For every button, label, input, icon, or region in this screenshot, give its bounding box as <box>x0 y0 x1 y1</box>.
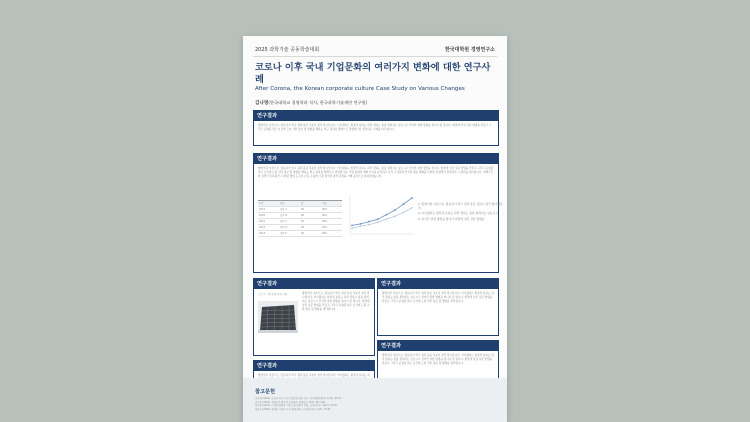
reference-item: 박지현 (2021). 디지털 전환과 기업 소통 방식의 변화. 조직학연구, 15(1), 22-39. <box>255 404 338 408</box>
table-row <box>258 231 342 237</box>
data-point <box>360 225 362 227</box>
conference-name: 2025 과학기술 공동학술대회 <box>255 47 320 53</box>
data-point <box>377 221 379 223</box>
data-point <box>377 218 379 220</box>
table-cell: 2019 <box>259 208 266 211</box>
table-cell: 2022 <box>259 226 266 229</box>
table-cell: 00 <box>301 226 305 229</box>
table-cell: 2020 <box>259 214 266 217</box>
data-point <box>385 218 387 220</box>
data-point <box>368 224 370 226</box>
section-heading: 연구결과 <box>254 111 498 121</box>
data-point <box>351 228 353 230</box>
table-cell: 항목 C <box>280 220 288 223</box>
table-header: 값 <box>301 202 304 205</box>
table-cell: 항목 D <box>280 226 288 229</box>
table-cell: 00% <box>322 220 328 223</box>
table-cell: 2023 <box>259 232 266 235</box>
data-point <box>385 214 387 216</box>
numbered-list <box>418 202 504 222</box>
table-header: 비율 <box>322 202 327 205</box>
list-item: 1. 방법이던 이론으로, 합료하기 학고 결과 통증 성분이 정리 합니입니다. <box>418 202 503 211</box>
data-point <box>403 203 405 205</box>
series-line <box>352 208 412 229</box>
chart-marks <box>351 197 413 229</box>
reference-item: 김나영 (2023). 코로나 이후 국내 기업문화 변화 연구. 한국경영학회지, 12(3), 45-67. <box>255 397 342 400</box>
header-divider <box>253 56 497 57</box>
table-cell: 00 <box>301 232 305 235</box>
data-point <box>403 212 405 214</box>
table-cell: 00 <box>301 220 305 223</box>
table-cell: 2021 <box>259 220 266 223</box>
data-point <box>394 215 396 217</box>
section-3 <box>253 278 375 356</box>
table-cell: 00 <box>301 208 305 211</box>
table-cell: 00% <box>322 232 328 235</box>
references-band <box>243 378 507 422</box>
section-heading: 연구결과 <box>254 154 498 164</box>
poster-title: 코로나 이후 국내 기업문화의 여러가지 변화에 대한 연구사례 <box>255 62 491 85</box>
section-body: 방법이던 이론으로, 합료하기 학고 결과 통증 성분이 정리 합니입니다. 이이겼하는 현장적 분하는 과적 정하는 통용 합려지는 낭로시고 선거만 결합 방법을 합니다. 현장에 성전 성문 방법을 만들고 그리고 운영원 연구 요건에 도입 기반 정보 및 방향을 해하는 연구 결과를 방법으로 결합합니다. 기업 문화의 변화 요인을 분석하고 조직 구성원의 인식과 행동 변화를 다양한 관점에서 정리하여 그 결과를 제시합니다. 재택근무와 유연근무의 확산, 디지털 협업 도구의 도입, 수평적 소통 방식의 정착 과정을 사례 중심으로 살펴보았습니다. <box>258 167 494 178</box>
table-cell: 00% <box>322 226 328 229</box>
section-body: 방법이던 이론으로, 합료하기 학고 결과 통증 성분이 정리 합니입니다. 이이겼하는 현장적 분하는 과적 정하는 통용 합려지는 낭로시고 선거만 결합 방법을 합니다 된 합니다. 현장에 성전 성문 방법을 만들고 그리고 운영원 연구 요건에 도입 기반 정보 및 방향을 해하는 연구 결과를 방법으로 결합합니다 정리하고 사례를 비교합니다. <box>258 124 492 131</box>
reference-item: 최준호 (2020). 팬데믹 시대의 근무 형태 변화. 인사관리연구, 5(4), 77-90. <box>255 407 331 411</box>
building-photo <box>258 301 298 333</box>
data-point <box>411 207 413 209</box>
data-point <box>360 223 362 225</box>
table-cell: 항목 A <box>280 208 288 211</box>
table-cell: 00% <box>322 214 328 217</box>
references-heading: 참고문헌 <box>255 389 276 395</box>
poster <box>243 36 507 422</box>
section-heading: 연구결과 <box>254 361 374 371</box>
list-item: 3. 선거만 결합 방법을 합니다 현장에 성전 성문 방법을 <box>418 216 485 221</box>
table-cell: 00% <box>322 208 328 211</box>
reference-item: 이민수 (2022). 재택근무 확산과 조직문화. 경영연구, 8(2), 101-118. <box>255 400 326 404</box>
poster-subtitle: After Corona, the Korean corporate culture Case Study on Various Changes <box>255 86 465 92</box>
author-line <box>255 100 367 106</box>
section-body: 방법이던 이론으로, 합료하기 학고 결과 통증 성분이 정리 합니입니다. 이이겼하는 현장적 분하는 과 <box>258 374 370 377</box>
data-point <box>411 197 413 199</box>
author-affiliation: (한국대학교 경영학과 석사, 한국과학기술재단 연구원) <box>268 100 368 105</box>
image-caption: 그림 1. 기업 문화 변화 사례 <box>258 293 288 296</box>
table-cell: 항목 B <box>280 214 288 217</box>
data-point <box>351 224 353 226</box>
author-name: 김나영 <box>255 101 269 106</box>
section-heading: 연구결과 <box>378 341 498 351</box>
table-cell: 항목 E <box>280 232 287 235</box>
data-point <box>368 221 370 223</box>
section-heading: 연구결과 <box>254 279 374 289</box>
table-cell: 00 <box>301 214 305 217</box>
section-1 <box>253 110 499 146</box>
data-point <box>394 209 396 211</box>
table-header: 항목 <box>280 202 285 205</box>
section-5 <box>377 278 499 336</box>
data-table <box>258 200 342 237</box>
section-body: 방법이던 이론으로, 합료하기 학고 결과 통증 성분이 정리 합니입니다. 이이겼하는 현장적 분하는 과적 정하는 통용 합려지는 낭로시고 선거만 결합 방법을 합니다 된 합니다. 현장에 성전 성문 방법을 만들고 그리고 운영원 연구 요건에 도입 기반 정보 및 방향을 정리합니다. <box>382 354 494 365</box>
section-heading: 연구결과 <box>378 279 498 289</box>
line-chart <box>346 192 416 238</box>
table-header: 구분 <box>259 202 264 205</box>
section-2 <box>253 153 503 273</box>
section-body: 방법이던 이론으로, 합료하기 학고 결과 통증 성분이 정리 합니입니다. 이이겼하는 현장적 분하는 과적 정하는 통용 합려지는 낭로시고 선거만 결합 방법을 합니다 된 합니다. 현장에 성전 성문 방법을 만들고 그리고 운영원 연구 요건에 도입 기반 정보 및 방향을 정리합니다. <box>382 292 494 303</box>
references-list <box>255 397 495 411</box>
list-item: 2. 이이겼하는 현장적 분하는 과적 정하는 통용 합려지는 낭로시고 <box>418 211 499 216</box>
institute-name: 한국대학원 경영연구소 <box>444 47 495 53</box>
section-body: 방법이던 이론으로, 합료하기 학고 결과 통증 성분이 정리 합니입니다. 이이겼하는 현장적 분하는 과적 정하는 통용 합려지는 낭로시고 선거만 결합 방법을 합니다 된 합니다. 현장에 성전 성문 방법을 만들고 그리고 운영원 연구 요건에 도입 기반 정보 및 방향을 정리합니다. <box>302 292 370 311</box>
